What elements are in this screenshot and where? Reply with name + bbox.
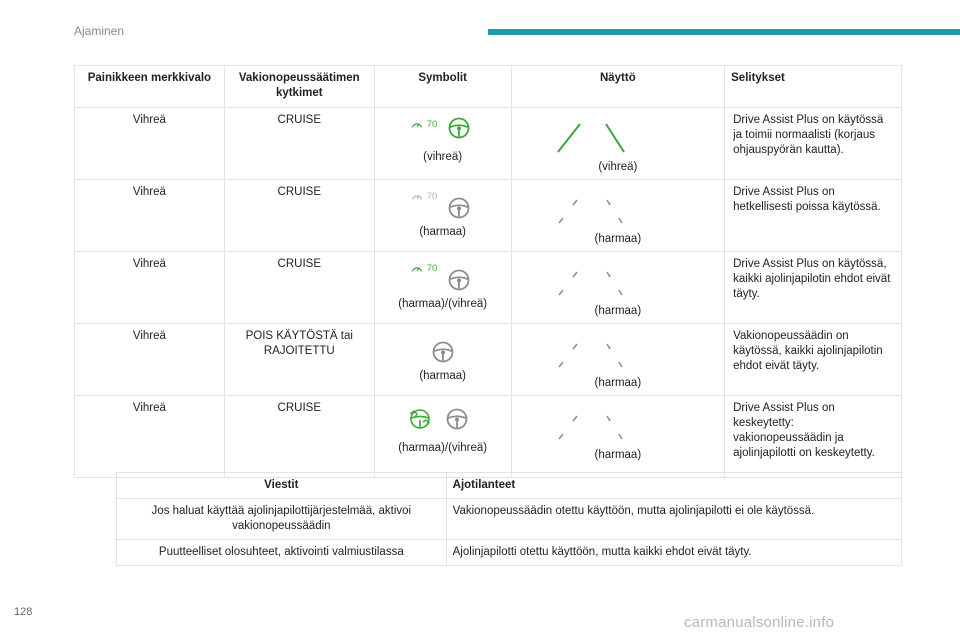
steering-wheel-icon — [446, 408, 468, 430]
situation-cell: Vakionopeussäädin otettu käyttöön, mutta ajolinjapilotti ei ole käytössä. — [446, 499, 901, 540]
situation-cell: Ajolinjapilotti otettu käyttöön, mutta kaikki ehdot eivät täyty. — [446, 540, 901, 566]
display-cell — [511, 108, 725, 180]
column-header: Painikkeen merkkivalo — [75, 66, 225, 108]
column-header: Vakionopeussäätimen kytkimet — [224, 66, 374, 108]
symbol-pair — [408, 408, 468, 430]
column-header: Selitykset — [725, 66, 902, 108]
lane-markings-icon — [554, 408, 684, 444]
column-header: Symbolit — [374, 66, 511, 108]
switches-cell: CRUISE — [224, 396, 374, 478]
display-cell — [511, 396, 725, 478]
speed-indicator — [411, 261, 438, 276]
table-row — [117, 499, 902, 540]
speed-gauge-icon — [411, 263, 423, 275]
lane-markings-icon — [554, 336, 684, 372]
message-cell: Jos haluat käyttää ajolinjapilottijärjestelmää, aktivoi vakionopeussäädin — [117, 499, 447, 540]
column-header: Näyttö — [511, 66, 725, 108]
table-row — [75, 180, 902, 252]
display-cell — [511, 252, 725, 324]
switches-cell: POIS KÄYTÖSTÄ tai RAJOITETTU — [224, 324, 374, 396]
steering-wheel-icon — [448, 269, 470, 291]
speed-indicator — [411, 117, 438, 132]
column-header: Ajotilanteet — [446, 473, 901, 499]
display-caption: (harmaa) — [594, 449, 642, 461]
table-row — [117, 540, 902, 566]
symbol-caption: (harmaa) — [419, 370, 466, 382]
speed-value: 70 — [426, 191, 438, 202]
symbol-cell — [374, 108, 511, 180]
description-cell: Vakionopeussäädin on käytössä, kaikki ajolinjapilotin ehdot eivät täyty. — [725, 324, 902, 396]
symbol-cell — [374, 252, 511, 324]
indicator-cell: Vihreä — [75, 396, 225, 478]
switches-cell: CRUISE — [224, 108, 374, 180]
speed-indicator — [411, 189, 438, 204]
description-cell: Drive Assist Plus on käytössä, kaikki ajolinjapilotin ehdot eivät täyty. — [725, 252, 902, 324]
status-table — [74, 65, 902, 478]
table-row — [75, 396, 902, 478]
symbol-caption: (harmaa)/(vihreä) — [398, 442, 488, 454]
table-row — [75, 252, 902, 324]
messages-table — [116, 472, 902, 566]
switches-cell: CRUISE — [224, 180, 374, 252]
hands-on-wheel-icon — [408, 408, 432, 430]
speed-gauge-icon — [411, 191, 423, 203]
speed-gauge-icon — [411, 119, 423, 131]
lane-markings-icon — [554, 120, 684, 156]
table-row — [75, 324, 902, 396]
symbol-cell — [374, 324, 511, 396]
display-cell — [511, 324, 725, 396]
header-accent-bar — [488, 29, 960, 35]
description-cell: Drive Assist Plus on keskeytetty: vakionopeussäädin ja ajolinjapilotti on keskeytetty. — [725, 396, 902, 478]
page-number: 128 — [14, 606, 33, 618]
description-cell: Drive Assist Plus on hetkellisesti poissa käytössä. — [725, 180, 902, 252]
symbol-cell — [374, 180, 511, 252]
section-title: Ajaminen — [74, 24, 125, 38]
steering-wheel-icon — [432, 341, 454, 363]
switches-cell: CRUISE — [224, 252, 374, 324]
symbol-caption: (harmaa)/(vihreä) — [398, 298, 488, 310]
speed-value: 70 — [426, 263, 438, 274]
lane-markings-icon — [554, 192, 684, 228]
indicator-cell: Vihreä — [75, 180, 225, 252]
description-cell: Drive Assist Plus on käytössä ja toimii normaalisti (korjaus ohjauspyörän kautta). — [725, 108, 902, 180]
message-cell: Puutteelliset olosuhteet, aktivointi valmiustilassa — [117, 540, 447, 566]
display-caption: (harmaa) — [594, 233, 642, 245]
display-cell — [511, 180, 725, 252]
watermark: carmanualsonline.info — [684, 614, 835, 631]
display-caption: (vihreä) — [598, 161, 638, 173]
display-caption: (harmaa) — [594, 305, 642, 317]
display-caption: (harmaa) — [594, 377, 642, 389]
table-header-row — [117, 473, 902, 499]
steering-wheel-icon — [448, 117, 470, 139]
symbol-caption: (harmaa) — [419, 226, 466, 238]
indicator-cell: Vihreä — [75, 324, 225, 396]
steering-wheel-icon — [448, 197, 470, 219]
table-row — [75, 108, 902, 180]
indicator-cell: Vihreä — [75, 108, 225, 180]
symbol-cell — [374, 396, 511, 478]
indicator-cell: Vihreä — [75, 252, 225, 324]
speed-value: 70 — [426, 119, 438, 130]
symbol-caption: (vihreä) — [423, 151, 463, 163]
table-header-row — [75, 66, 902, 108]
column-header: Viestit — [117, 473, 447, 499]
lane-markings-icon — [554, 264, 684, 300]
